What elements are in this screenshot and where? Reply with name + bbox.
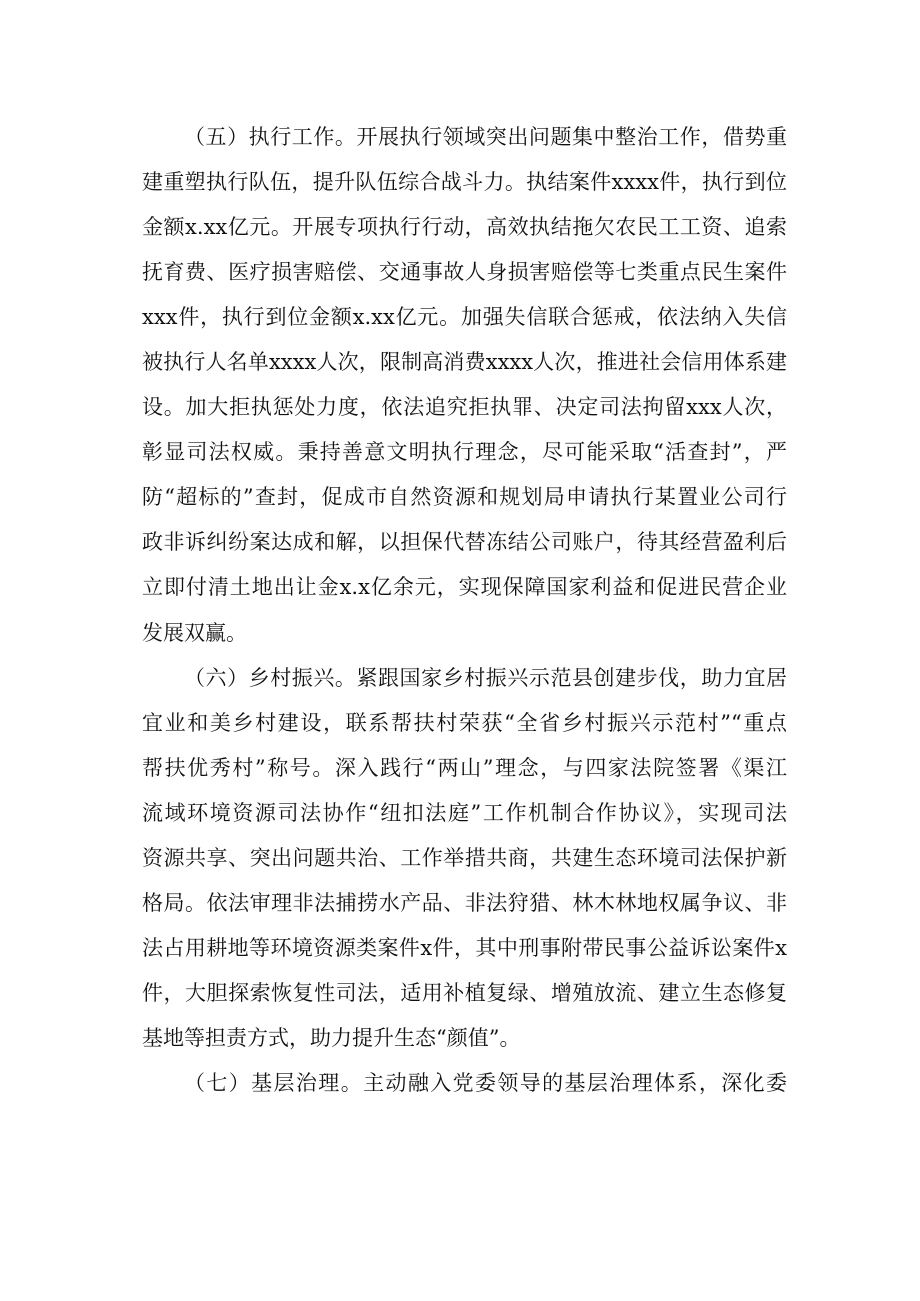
document-body bbox=[142, 115, 787, 1106]
paragraph-line: 建重塑执行队伍，提升队伍综合战斗力。执结案件xxxx件，执行到位 bbox=[142, 170, 787, 195]
paragraph-line: 设。加大拒执惩处力度，依法追究拒执罪、决定司法拘留xxx人次， bbox=[142, 395, 787, 420]
paragraph-line: 抚育费、医疗损害赔偿、交通事故人身损害赔偿等七类重点民生案件 bbox=[142, 260, 787, 285]
paragraph-line: 防“超标的”查封，促成市自然资源和规划局申请执行某置业公司行 bbox=[142, 485, 787, 510]
paragraph-line: 宜业和美乡村建设，联系帮扶村荣获“全省乡村振兴示范村”“重点 bbox=[142, 710, 787, 735]
paragraph-line: 流域环境资源司法协作“纽扣法庭”工作机制合作协议》，实现司法 bbox=[142, 800, 787, 825]
paragraph-line: 法占用耕地等环境资源类案件x件，其中刑事附带民事公益诉讼案件x bbox=[142, 935, 787, 960]
paragraph-line: 件，大胆探索恢复性司法，适用补植复绿、增殖放流、建立生态修复 bbox=[142, 980, 787, 1005]
paragraph-line: （五）执行工作。开展执行领域突出问题集中整治工作，借势重 bbox=[184, 125, 787, 149]
paragraph-line: 被执行人名单xxxx人次，限制高消费xxxx人次，推进社会信用体系建 bbox=[142, 350, 787, 375]
paragraph-line: 金额x.xx亿元。开展专项执行行动，高效执结拖欠农民工工资、追索 bbox=[142, 215, 787, 240]
paragraph-line: 格局。依法审理非法捕捞水产品、非法狩猎、林木林地权属争议、非 bbox=[142, 890, 787, 915]
paragraph-line: （六）乡村振兴。紧跟国家乡村振兴示范县创建步伐，助力宜居 bbox=[184, 665, 787, 690]
paragraph-line: （七）基层治理。主动融入党委领导的基层治理体系，深化委 bbox=[184, 1070, 787, 1095]
paragraph-line: 立即付清土地出让金x.x亿余元，实现保障国家利益和促进民营企业 bbox=[142, 575, 787, 600]
paragraph-line-last: 发展双赢。 bbox=[142, 620, 247, 645]
paragraph-line-last: 基地等担责方式，助力提升生态“颜值”。 bbox=[142, 1025, 521, 1050]
paragraph-line: 彰显司法权威。秉持善意文明执行理念，尽可能采取“活查封”，严 bbox=[142, 440, 787, 465]
paragraph-line: 帮扶优秀村”称号。深入践行“两山”理念，与四家法院签署《渠江 bbox=[142, 755, 787, 780]
paragraph-line: xxx件，执行到位金额x.xx亿元。加强失信联合惩戒，依法纳入失信 bbox=[142, 305, 787, 330]
paragraph-line: 政非诉纠纷案达成和解，以担保代替冻结公司账户，待其经营盈利后 bbox=[142, 530, 787, 555]
paragraph-line: 资源共享、突出问题共治、工作举措共商，共建生态环境司法保护新 bbox=[142, 845, 787, 870]
